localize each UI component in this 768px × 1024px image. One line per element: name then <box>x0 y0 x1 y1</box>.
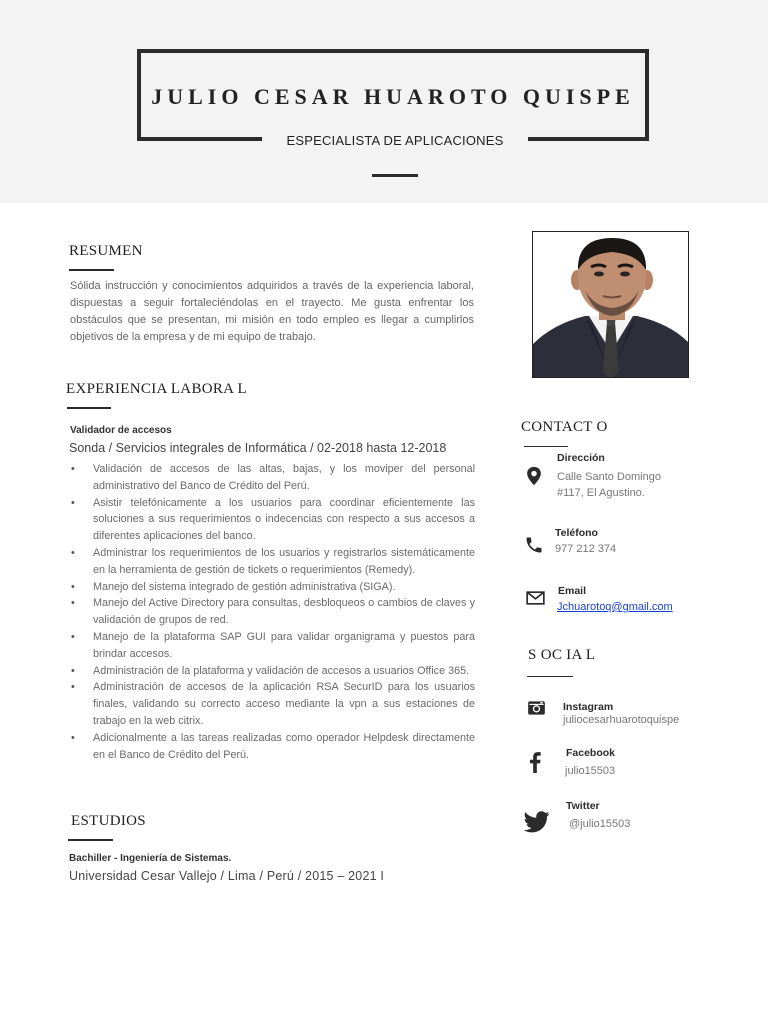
email-link[interactable]: Jchuarotoq@gmail.com <box>557 601 673 613</box>
list-item: • Manejo del Active Directory para consultas, desbloqueos o cambios de claves y validación de grupos de red. <box>69 595 475 629</box>
candidate-name: JULIO CESAR HUAROTO QUISPE <box>151 84 635 109</box>
contact-rule <box>524 446 568 447</box>
education-rule <box>68 839 113 841</box>
header-divider <box>372 174 418 177</box>
portrait-illustration <box>533 232 689 378</box>
experience-heading: EXPERIENCIA LABORA L <box>66 381 248 397</box>
education-degree: Bachiller - Ingeniería de Sistemas. <box>69 853 232 864</box>
address-label: Dirección <box>557 452 605 464</box>
twitter-bird-icon[interactable] <box>524 811 550 833</box>
location-pin-icon <box>523 465 545 487</box>
twitter-label: Twitter <box>566 800 600 812</box>
address-line1: Calle Santo Domingo <box>557 471 661 483</box>
job-company: Sonda / Servicios integrales de Informática / 02-2018 hasta 12-2018 <box>69 441 447 455</box>
social-rule <box>527 676 573 677</box>
education-heading: ESTUDIOS <box>71 813 146 829</box>
address-line2: #117, El Agustino. <box>557 487 645 499</box>
list-item: • Adicionalmente a las tareas realizadas como operador Helpdesk directamente en el Banco de Crédito del Perú. <box>69 730 475 764</box>
twitter-handle[interactable]: @julio15503 <box>569 818 631 830</box>
list-item: • Manejo del sistema integrado de gestión administrativa (SIGA). <box>69 579 475 596</box>
instagram-icon[interactable] <box>525 698 548 718</box>
summary-rule <box>69 269 114 271</box>
summary-heading: RESUMEN <box>69 243 143 259</box>
list-item: • Administrar los requerimientos de los usuarios y registrarlos sistemáticamente en la herramienta de gestión de tickets o requerimientos (Remedy). <box>69 545 475 579</box>
phone-value: 977 212 374 <box>555 543 617 555</box>
facebook-label: Facebook <box>566 747 616 759</box>
profile-photo <box>532 231 689 378</box>
list-item: • Validación de accesos de las altas, bajas, y los moviper del personal administrativo del Banco de Crédito del Perú. <box>69 461 475 495</box>
list-item: • Asistir telefónicamente a los usuarios para coordinar eficientemente las soluciones a sus requerimientos o indecencias con respecto a sus accesos a diferentes aplicaciones del banco. <box>69 495 475 545</box>
envelope-icon <box>525 588 546 608</box>
experience-rule <box>67 407 111 409</box>
email-label: Email <box>558 585 587 597</box>
phone-label: Teléfono <box>555 527 598 539</box>
facebook-handle[interactable]: julio15503 <box>565 765 616 777</box>
instagram-handle[interactable]: juliocesarhuarotoquispe <box>563 714 680 726</box>
job-role: Validador de accesos <box>70 425 172 436</box>
list-item: • Manejo de la plataforma SAP GUI para validar organigrama y puestos para brindar accesos. <box>69 629 475 663</box>
list-item: • Administración de la plataforma y validación de accesos a usuarios Office 365. <box>69 663 475 680</box>
list-item: • Administración de accesos de la aplicación RSA SecurID para los usuarios finales, validando su correcto acceso mediante la vpn a sus estaciones de trabajo en la web citrix. <box>69 679 475 729</box>
job-title: ESPECIALISTA DE APLICACIONES <box>286 133 504 148</box>
education-school: Universidad Cesar Vallejo / Lima / Perú / 2015 – 2021 I <box>69 869 385 883</box>
instagram-label: Instagram <box>563 701 614 713</box>
summary-text: Sólida instrucción y conocimientos adquiridos a través de la experiencia laboral, dispuestas a seguir fortaleciéndolas en el trayecto. Me gusta enfrentar los obstáculos que se presentan, mi misión en todo empleo es llegar a cumplirlos objetivos de la empresa y de mi equipo de trabajo. <box>70 280 474 343</box>
social-heading: S OC IA L <box>528 647 596 663</box>
contact-heading: CONTACT O <box>521 419 608 435</box>
experience-bullets <box>69 461 475 763</box>
facebook-icon[interactable] <box>527 751 543 773</box>
phone-icon <box>524 535 544 555</box>
